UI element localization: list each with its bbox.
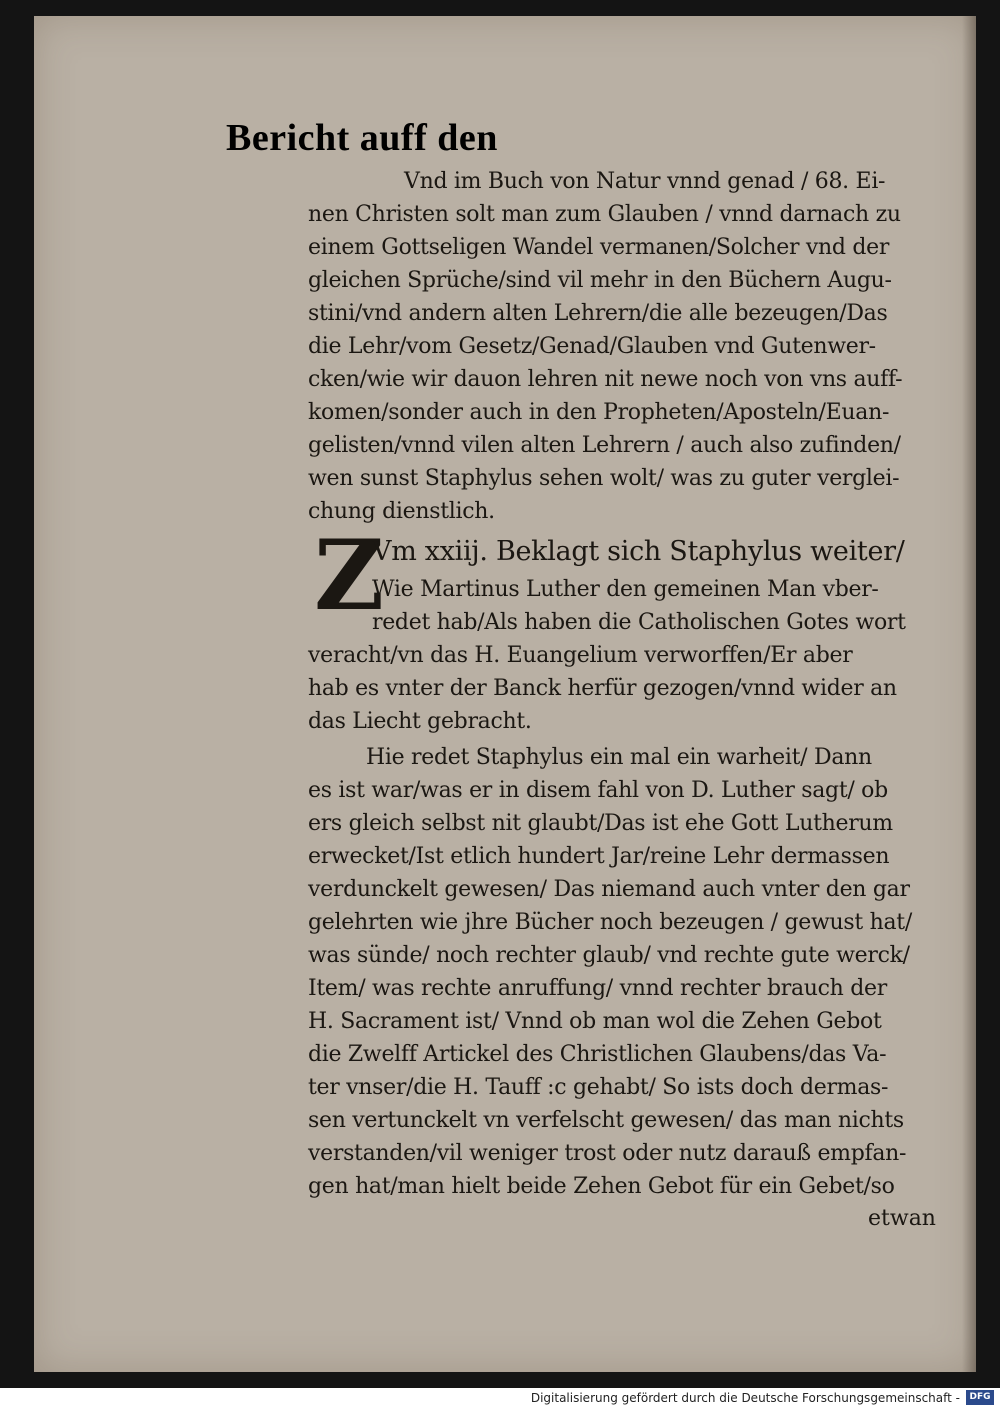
text-line: verstanden/vil weniger trost oder nutz darauß empfan- [308,1141,907,1166]
text-line: gelehrten wie jhre Bücher noch bezeugen / gewust hat/ [308,910,912,935]
text-line: einem Gottseligen Wandel vermanen/Solcher vnd der [308,235,890,260]
text-line: was sünde/ noch rechter glaub/ vnd rechte gute werck/ [308,943,910,968]
text-line: gleichen Sprüche/sind vil mehr in den Büchern Augu- [308,268,892,293]
text-line: nen Christen solt man zum Glauben / vnnd darnach zu [308,202,901,227]
drop-initial: Z [314,519,385,632]
text-line: gen hat/man hielt beide Zehen Gebot für ein Gebet/so [308,1174,895,1199]
running-header: Bericht auff den [226,117,498,159]
text-line: Item/ was rechte anruffung/ vnnd rechter brauch der [308,976,887,1001]
text-line: ers gleich selbst nit glaubt/Das ist ehe Gott Lutherum [308,811,893,836]
text-line: chung dienstlich. [308,499,495,524]
text-line: das Liecht gebracht. [308,709,532,734]
text-line: Vm xxiij. Beklagt sich Staphylus weiter/ [372,536,905,567]
credit-bar [0,1388,1000,1409]
dfg-logo-icon[interactable]: DFG [966,1390,994,1405]
text-line: es ist war/was er in disem fahl von D. Luther sagt/ ob [308,778,888,803]
text-line: Vnd im Buch von Natur vnnd genad / 68. Ei- [404,169,886,194]
page-edge-shadow [962,16,976,1372]
text-line: die Lehr/vom Gesetz/Genad/Glauben vnd Gutenwer- [308,334,876,359]
text-line: verdunckelt gewesen/ Das niemand auch vnter den gar [308,877,910,902]
catchword: etwan [868,1206,936,1231]
text-line: die Zwelff Artickel des Christlichen Glaubens/das Va- [308,1042,887,1067]
text-line: Hie redet Staphylus ein mal ein warheit/ Dann [366,745,872,770]
text-line: veracht/vn das H. Euangelium verworffen/Er aber [308,643,853,668]
text-line: komen/sonder auch in den Propheten/Aposteln/Euan- [308,400,890,425]
text-line: redet hab/Als haben die Catholischen Gotes wort [372,610,906,635]
text-line: sen vertunckelt vn verfelscht gewesen/ das man nichts [308,1108,904,1133]
text-line: gelisten/vnnd vilen alten Lehrern / auch also zufinden/ [308,433,901,458]
text-line: ter vnser/die H. Tauff :c gehabt/ So ists doch dermas- [308,1075,889,1100]
text-line: erwecket/Ist etlich hundert Jar/reine Lehr dermassen [308,844,890,869]
text-line: Wie Martinus Luther den gemeinen Man vber- [372,577,879,602]
text-line: hab es vnter der Banck herfür gezogen/vnnd wider an [308,676,897,701]
text-line: cken/wie wir dauon lehren nit newe noch von vns auff- [308,367,903,392]
funding-credit: Digitalisierung gefördert durch die Deutsche Forschungsgemeinschaft - [530,1391,960,1405]
text-line: wen sunst Staphylus sehen wolt/ was zu guter verglei- [308,466,900,491]
text-line: stini/vnd andern alten Lehrern/die alle bezeugen/Das [308,301,888,326]
text-line: H. Sacrament ist/ Vnnd ob man wol die Zehen Gebot [308,1009,882,1034]
book-page [34,16,976,1372]
